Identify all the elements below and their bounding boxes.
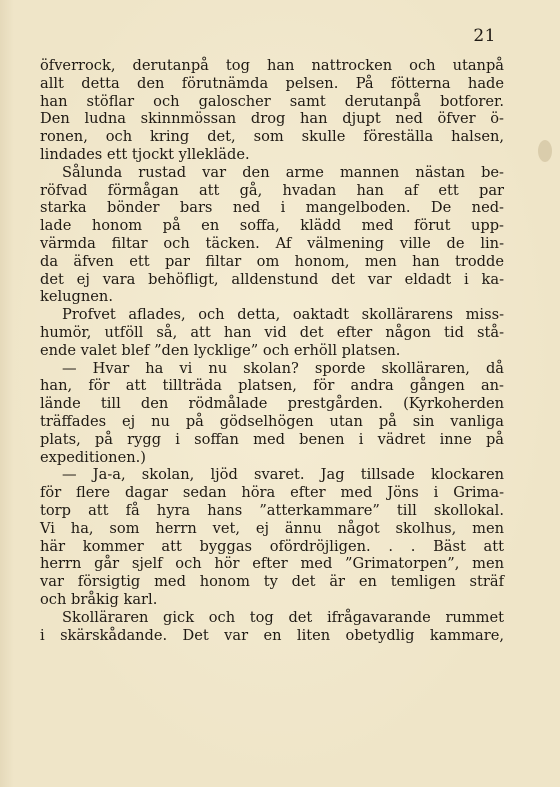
text-line: Skolläraren gick och tog det ifrågavarande rummet xyxy=(62,608,504,626)
text-line: plats, på rygg i soffan med benen i vädret inne på xyxy=(40,430,504,448)
text-line: han stöflar och galoscher samt derutanpå botforer. xyxy=(40,92,504,110)
text-line: Vi ha, som herrn vet, ej ännu något skolhus, men xyxy=(40,519,504,537)
text-line: Sålunda rustad var den arme mannen nästan be- xyxy=(62,163,504,181)
text-line: — Hvar ha vi nu skolan? sporde skolläraren, då xyxy=(62,359,504,377)
text-line: da äfven ett par filtar om honom, men han trodde xyxy=(40,252,504,270)
text-line: i skärskådande. Det var en liten obetydlig kammare, xyxy=(40,626,504,644)
text-line: för flere dagar sedan höra efter med Jöns i Grima- xyxy=(40,484,504,502)
text-line: torp att få hyra hans ”atterkammare” till skollokal. xyxy=(40,501,504,519)
text-line: allt detta den förutnämda pelsen. På fötterna hade xyxy=(40,74,504,92)
text-line: öfverrock, derutanpå tog han nattrocken och utanpå xyxy=(40,57,504,74)
text-line: — Ja-a, skolan, ljöd svaret. Jag tillsade klockaren xyxy=(62,466,504,484)
page-number: 21 xyxy=(473,26,496,46)
text-line: träffades ej nu på gödselhögen utan på sin vanliga xyxy=(40,412,504,430)
text-line: röfvad förmågan att gå, hvadan han af ett par xyxy=(40,181,504,199)
text-line: Den ludna skinnmössan drog han djupt ned öfver ö- xyxy=(40,110,504,128)
text-line: kelugnen. xyxy=(40,288,113,306)
text-line: det ej vara behöfligt, alldenstund det var eldadt i ka- xyxy=(40,270,504,288)
text-line: herrn går sjelf och hör efter med ”Grimatorpen”, men xyxy=(40,555,504,573)
paper-stain xyxy=(538,140,552,162)
text-line: lade honom på en soffa, klädd med förut upp- xyxy=(40,217,504,235)
text-line: starka bönder bars ned i mangelboden. De ned- xyxy=(40,199,504,217)
text-line: lindades ett tjockt yllekläde. xyxy=(40,145,250,163)
text-line: humör, utföll så, att han vid det efter någon tid stå- xyxy=(40,323,504,341)
text-line: ende valet blef ”den lycklige” och erhöll platsen. xyxy=(40,341,401,359)
text-line: lände till den rödmålade prestgården. (Kyrkoherden xyxy=(40,395,504,413)
text-line: värmda filtar och täcken. Af välmening ville de lin- xyxy=(40,234,504,252)
text-line: han, för att tillträda platsen, för andra gången an- xyxy=(40,377,504,395)
text-line: ronen, och kring det, som skulle föreställa halsen, xyxy=(40,128,504,146)
text-line: Profvet aflades, och detta, oaktadt skollärarens miss- xyxy=(62,306,504,324)
text-line: expeditionen.) xyxy=(40,448,146,466)
text-line: var försigtig med honom ty det är en temligen sträf xyxy=(40,573,504,591)
text-line: här kommer att byggas ofördröjligen. . . Bäst att xyxy=(40,537,504,555)
text-line: och bråkig karl. xyxy=(40,590,158,608)
body-text xyxy=(40,57,504,644)
